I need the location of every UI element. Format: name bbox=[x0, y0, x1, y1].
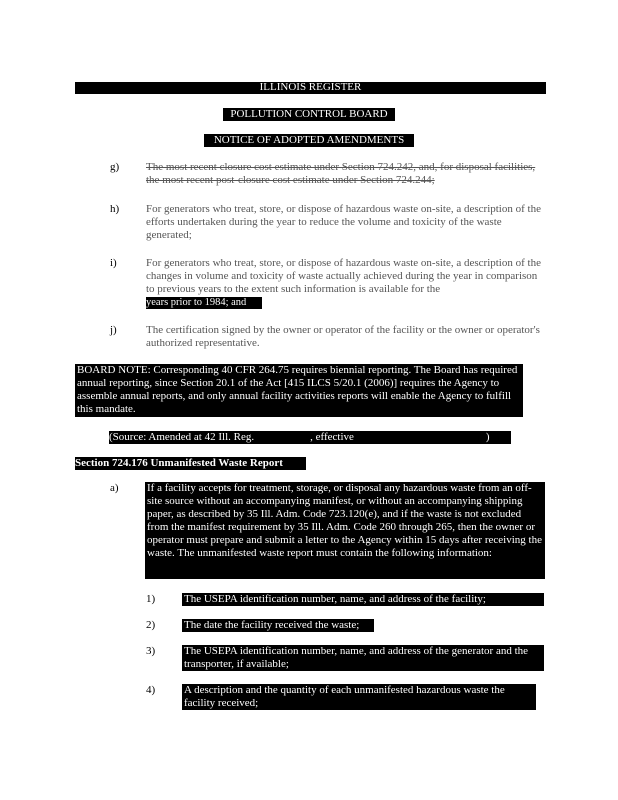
notice-title: NOTICE OF ADOPTED AMENDMENTS bbox=[204, 134, 414, 147]
item-g-text: The most recent closure cost estimate under Section 724.242, and, for disposal facilities, the most recent post-closure cost estimate under Section 724.244; bbox=[146, 161, 536, 186]
item-i-text: For generators who treat, store, or dispose of hazardous waste on-site, a description of the changes in volume and toxicity of waste actually achieved during the year in comparison to previous years to the extent such information is available for the bbox=[146, 257, 541, 295]
item-3-text: The USEPA identification number, name, and address of the generator and the transporter, if available; bbox=[182, 645, 544, 671]
item-g-label: g) bbox=[110, 161, 120, 173]
item-3-label: 3) bbox=[146, 645, 156, 657]
source-line bbox=[109, 431, 511, 444]
item-4-text: A description and the quantity of each unmanifested hazardous waste the facility received; bbox=[182, 684, 536, 710]
item-j-label: j) bbox=[110, 324, 117, 336]
source-effective: , effective bbox=[310, 431, 354, 443]
item-h-label: h) bbox=[110, 203, 120, 215]
section-title: Section 724.176 Unmanifested Waste Report bbox=[75, 457, 306, 470]
item-h-text: For generators who treat, store, or dispose of hazardous waste on-site, a description of the efforts undertaken during the year to reduce the volume and toxicity of the waste generated; bbox=[146, 203, 541, 241]
board-title: POLLUTION CONTROL BOARD bbox=[223, 108, 395, 121]
source-close: ) bbox=[485, 431, 490, 443]
item-1-text: The USEPA identification number, name, and address of the facility; bbox=[182, 593, 544, 606]
subsection-a-text: If a facility accepts for treatment, storage, or disposal any hazardous waste from an off-site source without an accompanying manifest, or without an accompanying shipping paper, as described by 35 Ill. Adm. Code 723.120(e), and if the waste is not excluded from the manifest requirement by 35 Ill. Adm. Code 260 through 265, then the owner or operator must prepare and submit a letter to the Agency within 15 days after receiving the waste. The unmanifested waste report must contain the following information: bbox=[145, 482, 545, 579]
board-note: BOARD NOTE: Corresponding 40 CFR 264.75 requires biennial reporting. The Board has required annual reporting, since Section 20.1 of the Act [415 ILCS 5/20.1 (2006)] requires the Agency to assemble annual reports, and only annual facility activities reports will enable the Agency to fulfill this mandate. bbox=[75, 364, 523, 417]
register-title: ILLINOIS REGISTER bbox=[259, 81, 362, 93]
item-j-text: The certification signed by the owner or operator of the facility or the owner or operator's authorized representative. bbox=[146, 324, 540, 349]
item-i-label: i) bbox=[110, 257, 117, 269]
source-prefix: (Source: Amended at 42 Ill. Reg. bbox=[109, 431, 255, 443]
subsection-a-label: a) bbox=[110, 482, 119, 494]
item-1-label: 1) bbox=[146, 593, 156, 605]
item-i-end: years prior to 1984; and bbox=[146, 297, 262, 309]
item-4-label: 4) bbox=[146, 684, 156, 696]
item-2-label: 2) bbox=[146, 619, 156, 631]
item-2-text: The date the facility received the waste; bbox=[182, 619, 374, 632]
